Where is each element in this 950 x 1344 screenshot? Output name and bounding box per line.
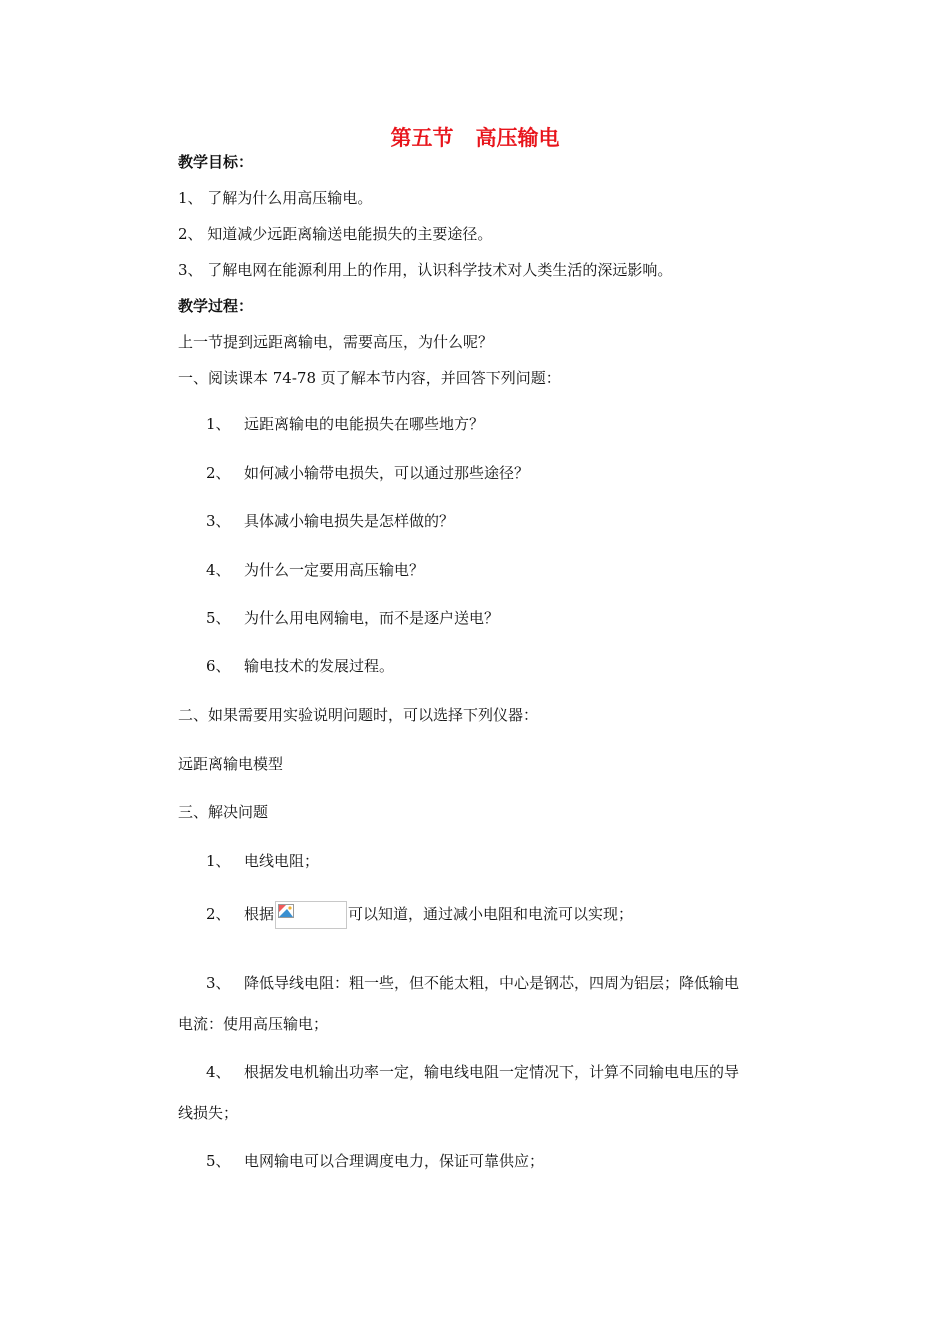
question-item <box>206 608 499 628</box>
question-text: 具体减小输电损失是怎样做的？ <box>244 512 455 530</box>
instrument-name: 远距离输电模型 <box>178 755 284 773</box>
question-number: 5、 <box>206 609 231 627</box>
process-heading: 教学过程： <box>178 297 254 315</box>
solution-text: 降低导线电阻：粗一些，但不能太粗，中心是钢芯，四周为铝层；降低输电 <box>244 974 740 992</box>
solution-number: 4、 <box>206 1063 231 1081</box>
objective-item: 3、 了解电网在能源利用上的作用，认识科学技术对人类生活的深远影响。 <box>178 261 673 279</box>
solution-continuation: 线损失； <box>178 1104 239 1122</box>
solution-continuation: 电流：使用高压输电； <box>178 1015 329 1033</box>
solution-number: 3、 <box>206 974 231 992</box>
solution-text: 根据发电机输出功率一定，输电线电阻一定情况下，计算不同输电电压的导 <box>244 1063 740 1081</box>
solution-text: 电网输电可以合理调度电力，保证可靠供应； <box>244 1152 545 1170</box>
question-text: 输电技术的发展过程。 <box>244 657 395 675</box>
solution-item <box>206 1151 544 1171</box>
solution-number: 1、 <box>206 852 231 870</box>
question-text: 远距离输电的电能损失在哪些地方？ <box>244 415 485 433</box>
title-section-number: 第五节 <box>390 126 454 150</box>
objective-item: 1、 了解为什么用高压输电。 <box>178 189 373 207</box>
solution-number: 2、 <box>206 905 231 923</box>
question-item <box>206 656 394 676</box>
broken-image-icon <box>278 904 294 918</box>
question-item <box>206 511 454 531</box>
solution-text-after: 可以知道，通过减小电阻和电流可以实现； <box>348 905 634 923</box>
solution-item <box>206 1062 739 1082</box>
question-number: 6、 <box>206 657 231 675</box>
solution-item <box>206 851 319 871</box>
question-number: 1、 <box>206 415 231 433</box>
section-two-heading: 二、如果需要用实验说明问题时，可以选择下列仪器： <box>178 706 539 724</box>
formula-image-placeholder <box>275 901 347 929</box>
solution-item <box>206 973 739 993</box>
question-item <box>206 463 529 483</box>
section-three-heading: 三、解决问题 <box>178 803 269 821</box>
solution-item <box>206 901 633 929</box>
question-number: 4、 <box>206 561 231 579</box>
page-title <box>0 124 950 152</box>
question-number: 3、 <box>206 512 231 530</box>
objectives-heading: 教学目标： <box>178 153 254 171</box>
question-text: 为什么一定要用高压输电？ <box>244 561 425 579</box>
question-text: 为什么用电网输电，而不是逐户送电？ <box>244 609 500 627</box>
solution-text: 电线电阻； <box>244 852 320 870</box>
section-one-heading: 一、阅读课本 74-78 页了解本节内容，并回答下列问题： <box>178 369 561 387</box>
question-item <box>206 560 424 580</box>
question-number: 2、 <box>206 464 231 482</box>
process-intro: 上一节提到远距离输电，需要高压，为什么呢？ <box>178 333 494 351</box>
solution-text-before: 根据 <box>244 905 275 923</box>
objective-item: 2、 知道减少远距离输送电能损失的主要途径。 <box>178 225 493 243</box>
question-text: 如何减小输带电损失，可以通过那些途径？ <box>244 464 530 482</box>
title-topic: 高压输电 <box>475 126 560 150</box>
solution-number: 5、 <box>206 1152 231 1170</box>
question-item <box>206 414 484 434</box>
